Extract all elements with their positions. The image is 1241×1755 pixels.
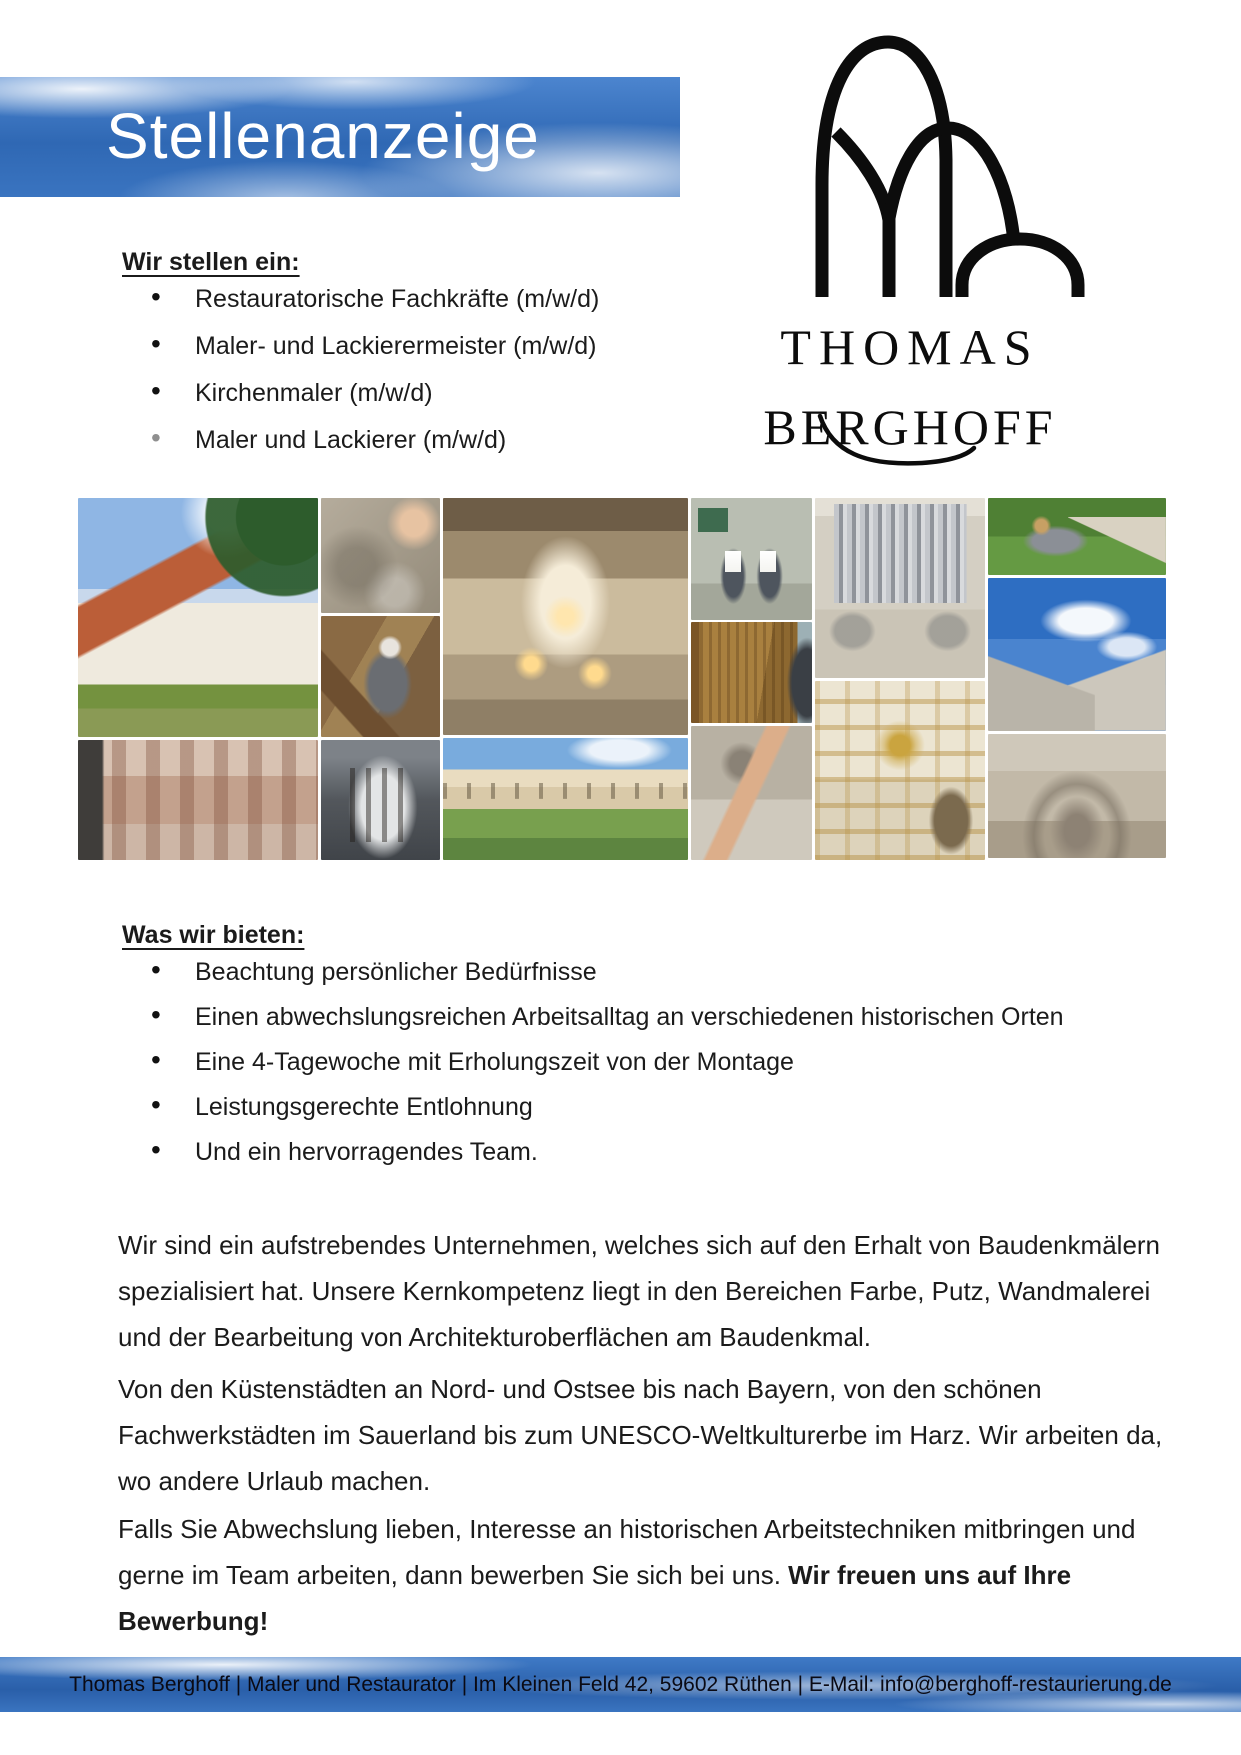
offer-list [145, 954, 1064, 1183]
hiring-list [145, 281, 600, 473]
photo-gravestone-engraving [988, 498, 1166, 575]
apply-call-to-action: Bewerbung! [118, 1606, 269, 1636]
photo-gilded-ceiling [815, 681, 985, 860]
paragraph-line-normal: gerne im Team arbeiten, dann bewerben Sie sich bei uns. [118, 1560, 789, 1590]
photo-collage [78, 498, 1166, 860]
offer-item [145, 1089, 1064, 1138]
page-title: Stellenanzeige [106, 100, 540, 172]
paragraph-line: Wir sind ein aufstrebendes Unternehmen, welches sich auf den Erhalt von Baudenkmälern [118, 1230, 1161, 1260]
offer-item-label: Eine 4-Tagewoche mit Erholungszeit von der Montage [195, 1048, 794, 1076]
logo-swoosh-icon [790, 410, 1010, 480]
logo-name-berghoff: BERGHOFF [763, 399, 1057, 455]
about-paragraph [118, 1222, 1160, 1360]
hiring-item-label: Maler- und Lackierermeister (m/w/d) [195, 332, 597, 360]
bullet-dot: • [151, 281, 161, 312]
photo-ceiling-plaster-arm [691, 726, 812, 860]
bullet-dot: • [151, 1134, 161, 1165]
hiring-item-label: Maler und Lackierer (m/w/d) [195, 426, 507, 454]
bullet-dot-muted: • [151, 422, 161, 453]
offer-item-label: Leistungsgerechte Entlohnung [195, 1093, 533, 1121]
hiring-item [145, 281, 600, 332]
photo-plaster-detail [321, 498, 440, 613]
photo-mural-restoration [78, 740, 318, 860]
bullet-dot: • [151, 1089, 161, 1120]
bullet-dot: • [151, 1044, 161, 1075]
offer-item-label: Und ein hervorragendes Team. [195, 1138, 538, 1166]
hiring-item-label: Kirchenmaler (m/w/d) [195, 379, 433, 407]
photo-palace-lawn [443, 738, 688, 860]
apply-call-to-action: Wir freuen uns auf Ihre [788, 1560, 1072, 1590]
hiring-item [145, 328, 599, 379]
photo-castle-blue-sky [988, 578, 1166, 731]
apply-paragraph [118, 1506, 1135, 1644]
offer-item [145, 1134, 1064, 1183]
bullet-dot: • [151, 999, 161, 1030]
paragraph-line: und der Bearbeitung von Architekturoberflächen am Baudenkmal. [118, 1322, 872, 1352]
offer-item [145, 999, 1064, 1048]
bullet-dot: • [151, 954, 161, 985]
offer-item-label: Einen abwechslungsreichen Arbeitsalltag an verschiedenen historischen Orten [195, 1003, 1064, 1031]
footer-banner [0, 1657, 1241, 1712]
photo-women-certificates [691, 498, 812, 620]
photo-ruined-vault [988, 734, 1166, 858]
bullet-dot: • [151, 375, 161, 406]
photo-organ-pipes [815, 498, 985, 678]
paragraph-line: Fachwerkstädten im Sauerland bis zum UNESCO-Weltkulturerbe im Harz. Wir arbeiten da, [118, 1420, 1163, 1450]
arches-logo-icon [800, 30, 1100, 305]
hiring-item-label: Restauratorische Fachkräfte (m/w/d) [195, 285, 600, 313]
regions-paragraph [118, 1366, 1162, 1504]
hiring-item [145, 422, 599, 473]
hiring-item [145, 375, 599, 426]
paragraph-line [118, 1552, 1135, 1598]
offer-item [145, 954, 1064, 1003]
photo-fachwerk-archway [321, 740, 440, 860]
paragraph-line: spezialisiert hat. Unsere Kernkompetenz liegt in den Bereichen Farbe, Putz, Wandmalerei [118, 1276, 1151, 1306]
photo-church-exterior [78, 498, 318, 737]
title-banner [0, 77, 680, 197]
paragraph-line: Von den Küstenstädten an Nord- und Ostsee bis nach Bayern, von den schönen [118, 1374, 1042, 1404]
bullet-dot: • [151, 328, 161, 359]
photo-scaffolding-worker [321, 616, 440, 737]
hiring-heading: Wir stellen ein: [122, 247, 300, 276]
footer-contact-line: Thomas Berghoff | Maler und Restaurator | Im Kleinen Feld 42, 59602 Rüthen | E-Mail: info@berghoff-restaurierung.de [69, 1672, 1172, 1696]
logo-name-thomas: THOMAS [780, 319, 1040, 375]
offer-item-label: Beachtung persönlicher Bedürfnisse [195, 958, 597, 986]
paragraph-line: wo andere Urlaub machen. [118, 1466, 431, 1496]
photo-wooden-door [691, 622, 812, 723]
paragraph-line: Falls Sie Abwechslung lieben, Interesse an historischen Arbeitstechniken mitbringen und [118, 1514, 1136, 1544]
offer-heading: Was wir bieten: [122, 920, 305, 949]
photo-ballroom-chandeliers [443, 498, 688, 735]
offer-item [145, 1044, 1064, 1093]
